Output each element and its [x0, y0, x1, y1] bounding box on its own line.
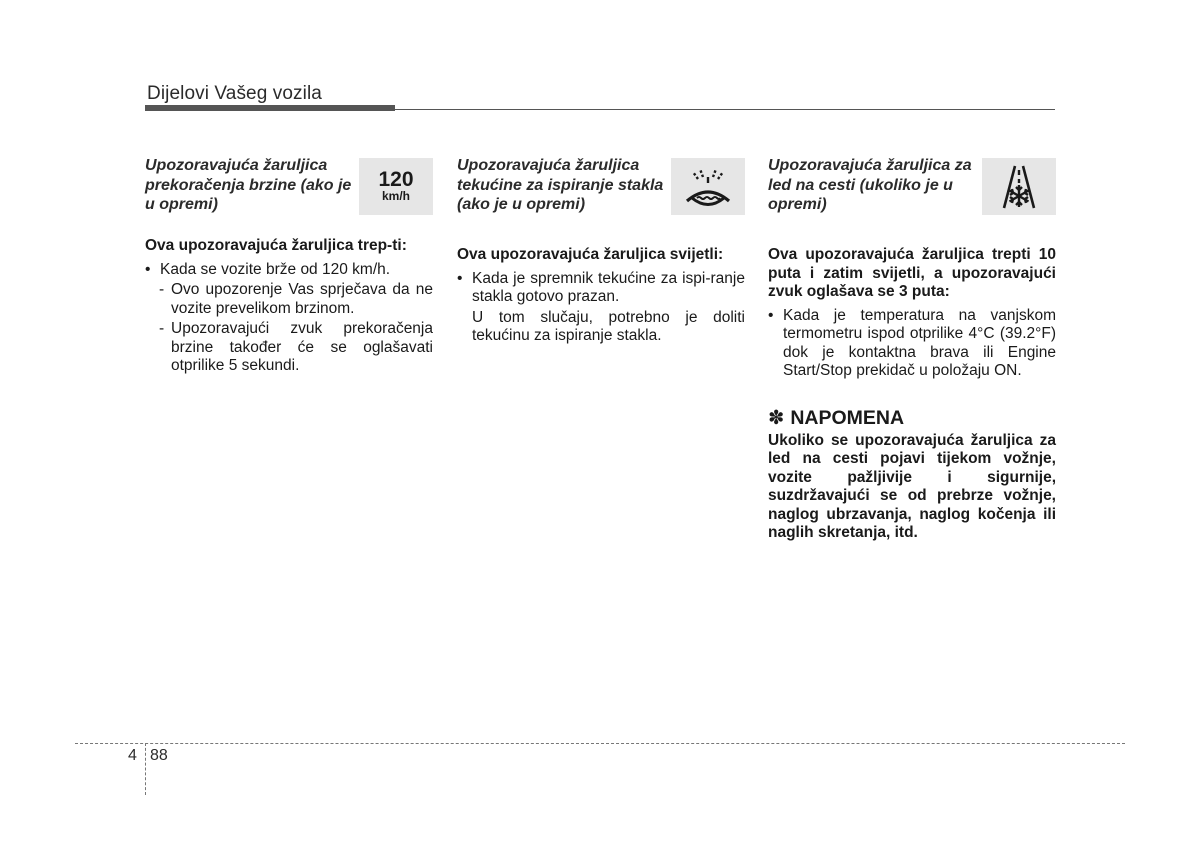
page-number: 88 — [150, 747, 168, 764]
icon-speed-number: 120 — [378, 168, 414, 191]
dash-item: - Ovo upozorenje Vas sprječava da ne vozite prevelikom brzinom. — [159, 281, 433, 317]
note-body: Ukoliko se upozoravajuća žaruljica za led na cesti pojavi tijekom vožnje, vozite pažljivije i sigurnije, suzdržavajući se od prebrze vožnje, naglog ubrzavanja, naglog kočenja ili naglih skretanja, itd. — [768, 431, 1056, 541]
section-heading: Upozoravajuća žaruljica tekućine za ispiranje stakla (ako je u opremi) — [457, 157, 664, 213]
icy-road-icon — [982, 158, 1056, 215]
dash-item-text: Upozoravajući zvuk prekoračenja brzine također će se oglašavati otprilike 5 sekundi. — [171, 320, 433, 374]
note-title: NAPOMENA — [790, 406, 905, 429]
icy-road-section — [768, 155, 1056, 543]
note-symbol-icon: ✽ — [768, 406, 785, 429]
page-section-title: Dijelovi Vašeg vozila — [147, 83, 322, 104]
chapter-number: 4 — [128, 747, 137, 764]
section-intro: Ova upozoravajuća žaruljica trepti 10 puta i zatim svijetli, a upozoravajući zvuk oglašava se 3 puta: — [768, 246, 1056, 300]
list-item: • Kada je spremnik tekućine za ispi-ranje stakla gotovo prazan. — [457, 270, 745, 307]
footer-divider — [145, 743, 146, 795]
dash-item-text: Ovo upozorenje Vas sprječava da ne vozite prevelikom brzinom. — [171, 281, 433, 317]
section-heading: Upozoravajuća žaruljica prekoračenja brzine (ako je u opremi) — [145, 157, 352, 213]
list-item-continuation: U tom slučaju, potrebno je doliti tekućinu za ispiranje stakla. — [472, 308, 745, 344]
section-intro: Ova upozoravajuća žaruljica trep-ti: — [145, 237, 407, 254]
header-rule-thick — [145, 105, 395, 111]
header-rule-thin — [395, 109, 1055, 110]
dash-item: - Upozoravajući zvuk prekoračenja brzine također će se oglašavati otprilike 5 sekundi. — [159, 320, 433, 374]
list-item: • Kada se vozite brže od 120 km/h. — [145, 261, 433, 280]
speed-120-icon — [359, 158, 433, 215]
speed-warning-section — [145, 155, 433, 376]
washer-fluid-section — [457, 155, 745, 346]
section-heading: Upozoravajuća žaruljica za led na cesti (ukoliko je u opremi) — [768, 157, 972, 213]
list-item: • Kada je temperatura na vanjskom termometru ispod otprilike 4°C (39.2°F) dok je kontaktna brava ili Engine Start/Stop prekidač u položaju ON. — [768, 307, 1056, 381]
icy-road-icon-svg — [994, 162, 1044, 212]
washer-fluid-icon — [671, 158, 745, 215]
washer-fluid-icon-svg — [683, 165, 733, 209]
note-heading — [768, 407, 1056, 429]
section-intro: Ova upozoravajuća žaruljica svijetli: — [457, 246, 724, 263]
footer-rule — [75, 743, 1125, 744]
icon-speed-unit: km/h — [381, 189, 410, 203]
